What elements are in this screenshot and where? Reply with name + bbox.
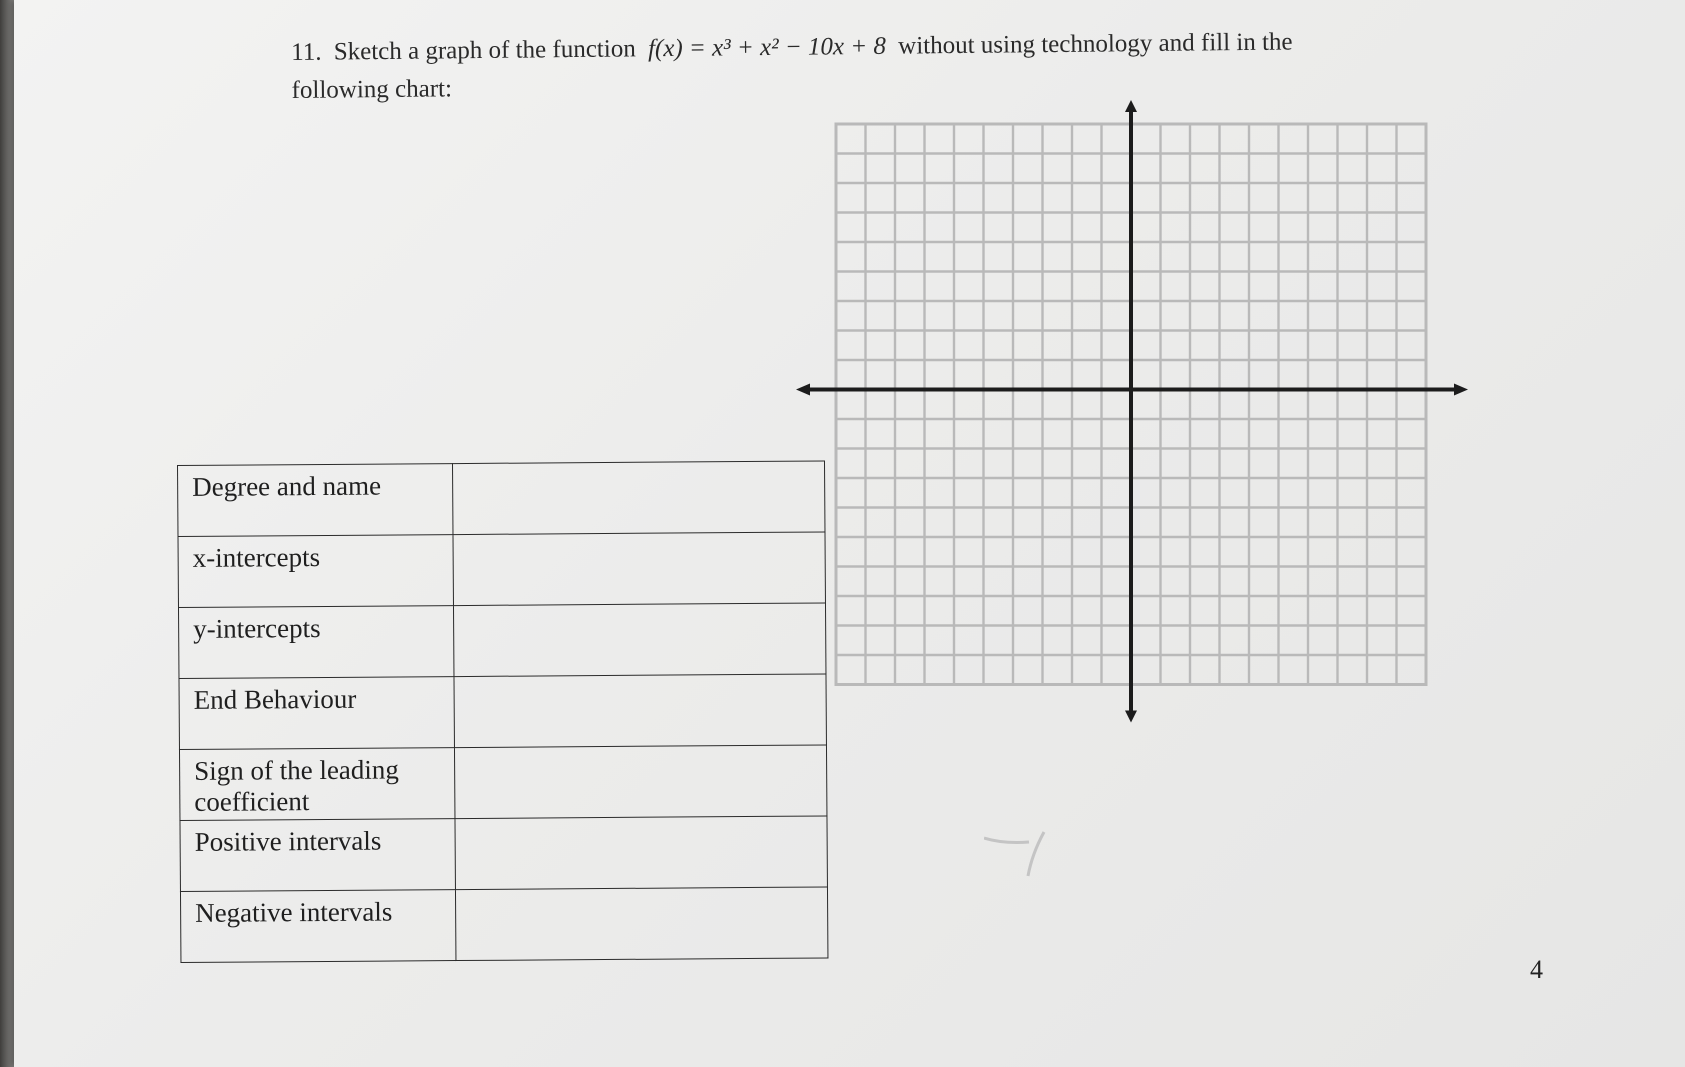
chart-row	[178, 532, 825, 608]
chart-row	[178, 603, 825, 679]
chart-row-label: Negative intervals	[180, 890, 455, 963]
chart-row	[180, 887, 827, 963]
chart-answer-cell[interactable]	[455, 887, 827, 961]
graph-grid-area[interactable]	[794, 100, 1494, 760]
chart-row	[178, 461, 825, 537]
y-axis-down-arrow	[1125, 711, 1137, 723]
question-line-2: following chart:	[291, 75, 453, 104]
question-11	[291, 22, 1452, 110]
chart-row	[180, 816, 827, 892]
chart-answer-cell[interactable]	[454, 745, 826, 819]
chart-row-label: Degree and name	[178, 464, 453, 537]
chart-row-label: y-intercepts	[178, 606, 453, 679]
coordinate-grid[interactable]	[794, 100, 1494, 760]
question-number: 11.	[291, 38, 322, 66]
worksheet-page	[14, 0, 1685, 1067]
question-text-before: Sketch a graph of the function	[333, 35, 636, 66]
chart-row-label: End Behaviour	[179, 677, 454, 750]
chart-row-label: Positive intervals	[180, 819, 455, 892]
page-edge	[0, 0, 14, 1067]
function-formula: f(x) = x³ + x² − 10x + 8	[647, 32, 887, 63]
chart-row	[179, 745, 826, 821]
chart-answer-cell[interactable]	[455, 816, 827, 890]
pencil-mark	[984, 830, 1064, 890]
answer-chart	[177, 460, 828, 963]
chart-row-label: x-intercepts	[178, 535, 453, 608]
page-number: 4	[1530, 955, 1543, 984]
y-axis-up-arrow	[1125, 100, 1137, 112]
chart-answer-cell[interactable]	[454, 674, 826, 748]
chart-answer-cell[interactable]	[453, 603, 825, 677]
x-axis-right-arrow	[1454, 384, 1468, 396]
chart-answer-cell[interactable]	[452, 461, 824, 535]
question-text-after: without using technology and fill in the	[898, 28, 1293, 60]
chart-answer-cell[interactable]	[453, 532, 825, 606]
x-axis-left-arrow	[796, 384, 810, 396]
chart-row-label: Sign of the leading coefficient	[179, 748, 454, 821]
chart-row	[179, 674, 826, 750]
